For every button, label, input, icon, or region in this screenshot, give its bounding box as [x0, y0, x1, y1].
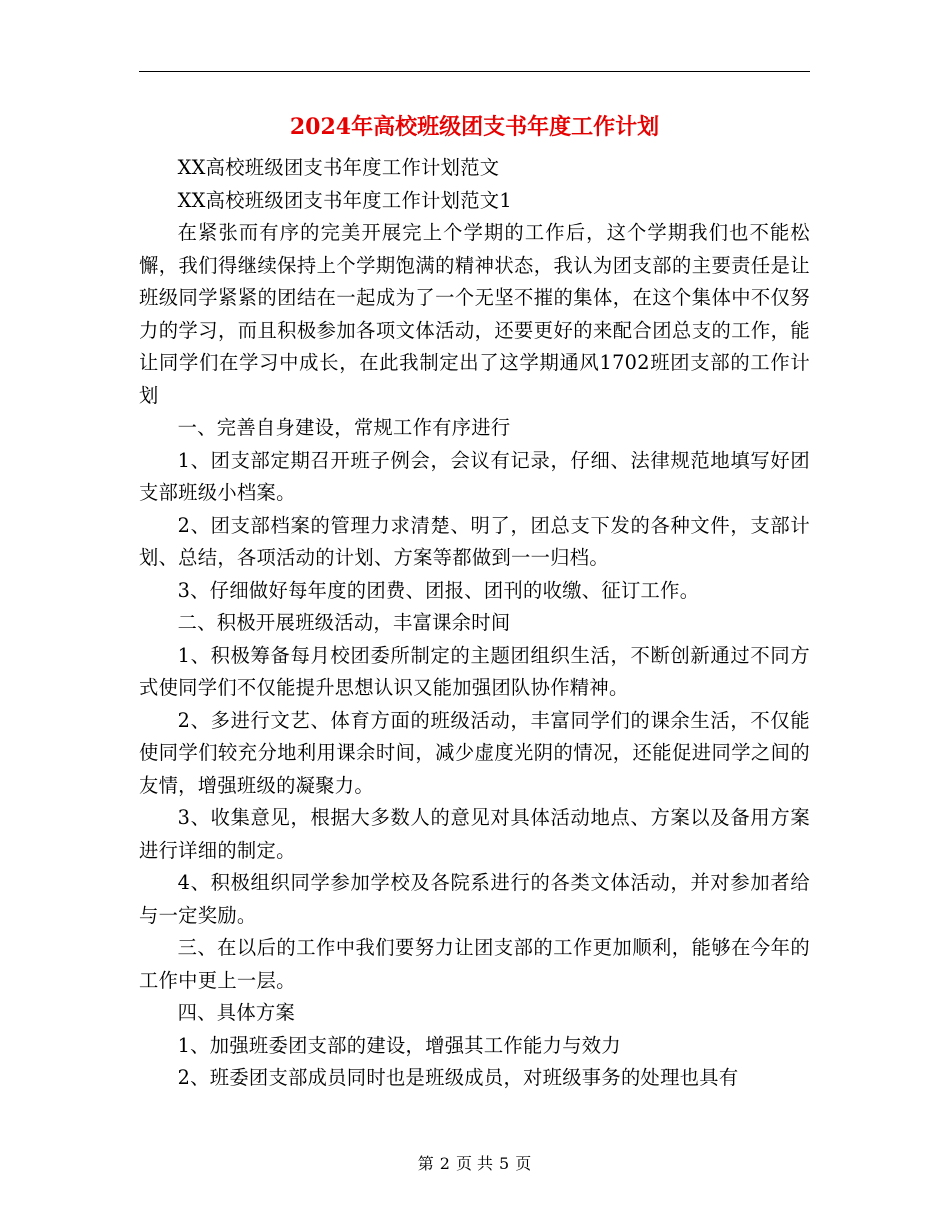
section-heading: 三、在以后的工作中我们要努力让团支部的工作更加顺利，能够在今年的工作中更上一层。 — [139, 936, 810, 992]
paragraph: 1、加强班委团支部的建设，增强其工作能力与效力 — [177, 1033, 621, 1057]
paragraph: 4、积极组织同学参加学校及各院系进行的各类文体活动，并对参加者给与一定奖励。 — [139, 871, 810, 927]
paragraph: 3、仔细做好每年度的团费、团报、团刊的收缴、征订工作。 — [177, 578, 700, 602]
paragraph: XX高校班级团支书年度工作计划范文 — [177, 156, 500, 179]
total-page-count: 5 — [499, 1154, 510, 1173]
paragraph: 2、团支部档案的管理力求清楚、明了，团总支下发的各种文件，支部计划、总结，各项活动的计划、方案等都做到一一归档。 — [139, 513, 810, 569]
paragraph: 在紧张而有序的完美开展完上个学期的工作后，这个学期我们也不能松懈，我们得继续保持上个学期饱满的精神状态，我认为团支部的主要责任是让班级同学紧紧的团结在一起成为了一个无坚不摧的集体，在这个集体中不仅努力的学习，而且积极参加各项文体活动，还要更好的来配合团总支的工作，能让同学们在学习中成长，在此我制定出了这学期通风1702班团支部的工作计划 — [139, 221, 810, 407]
header-rule — [139, 71, 810, 72]
section-heading: 二、积极开展班级活动，丰富课余时间 — [177, 611, 511, 634]
section-heading: 一、完善自身建设，常规工作有序进行 — [177, 416, 511, 439]
paragraph: XX高校班级团支书年度工作计划范文1 — [177, 188, 512, 212]
paragraph: 1、团支部定期召开班子例会，会议有记录，仔细、法律规范地填写好团支部班级小档案。 — [139, 448, 810, 504]
document-title: 2024年高校班级团支书年度工作计划 — [289, 114, 660, 140]
section-heading: 四、具体方案 — [177, 1001, 296, 1024]
footer-prefix: 第 — [417, 1154, 434, 1173]
page-number-footer — [139, 1152, 810, 1176]
document-body — [139, 152, 810, 1095]
footer-middle: 页 共 — [455, 1154, 494, 1173]
paragraph: 2、多进行文艺、体育方面的班级活动，丰富同学们的课余生活，不仅能使同学们较充分地利用课余时间，减少虚度光阴的情况，还能促进同学之间的友情，增强班级的凝聚力。 — [139, 708, 810, 797]
current-page-number: 2 — [439, 1154, 450, 1173]
paragraph: 3、收集意见，根据大多数人的意见对具体活动地点、方案以及备用方案进行详细的制定。 — [139, 806, 810, 862]
paragraph: 2、班委团支部成员同时也是班级成员，对班级事务的处理也具有 — [177, 1066, 739, 1089]
paragraph: 1、积极筹备每月校团委所制定的主题团组织生活，不断创新通过不同方式使同学们不仅能提升思想认识又能加强团队协作精神。 — [139, 643, 810, 699]
footer-suffix: 页 — [515, 1154, 532, 1173]
